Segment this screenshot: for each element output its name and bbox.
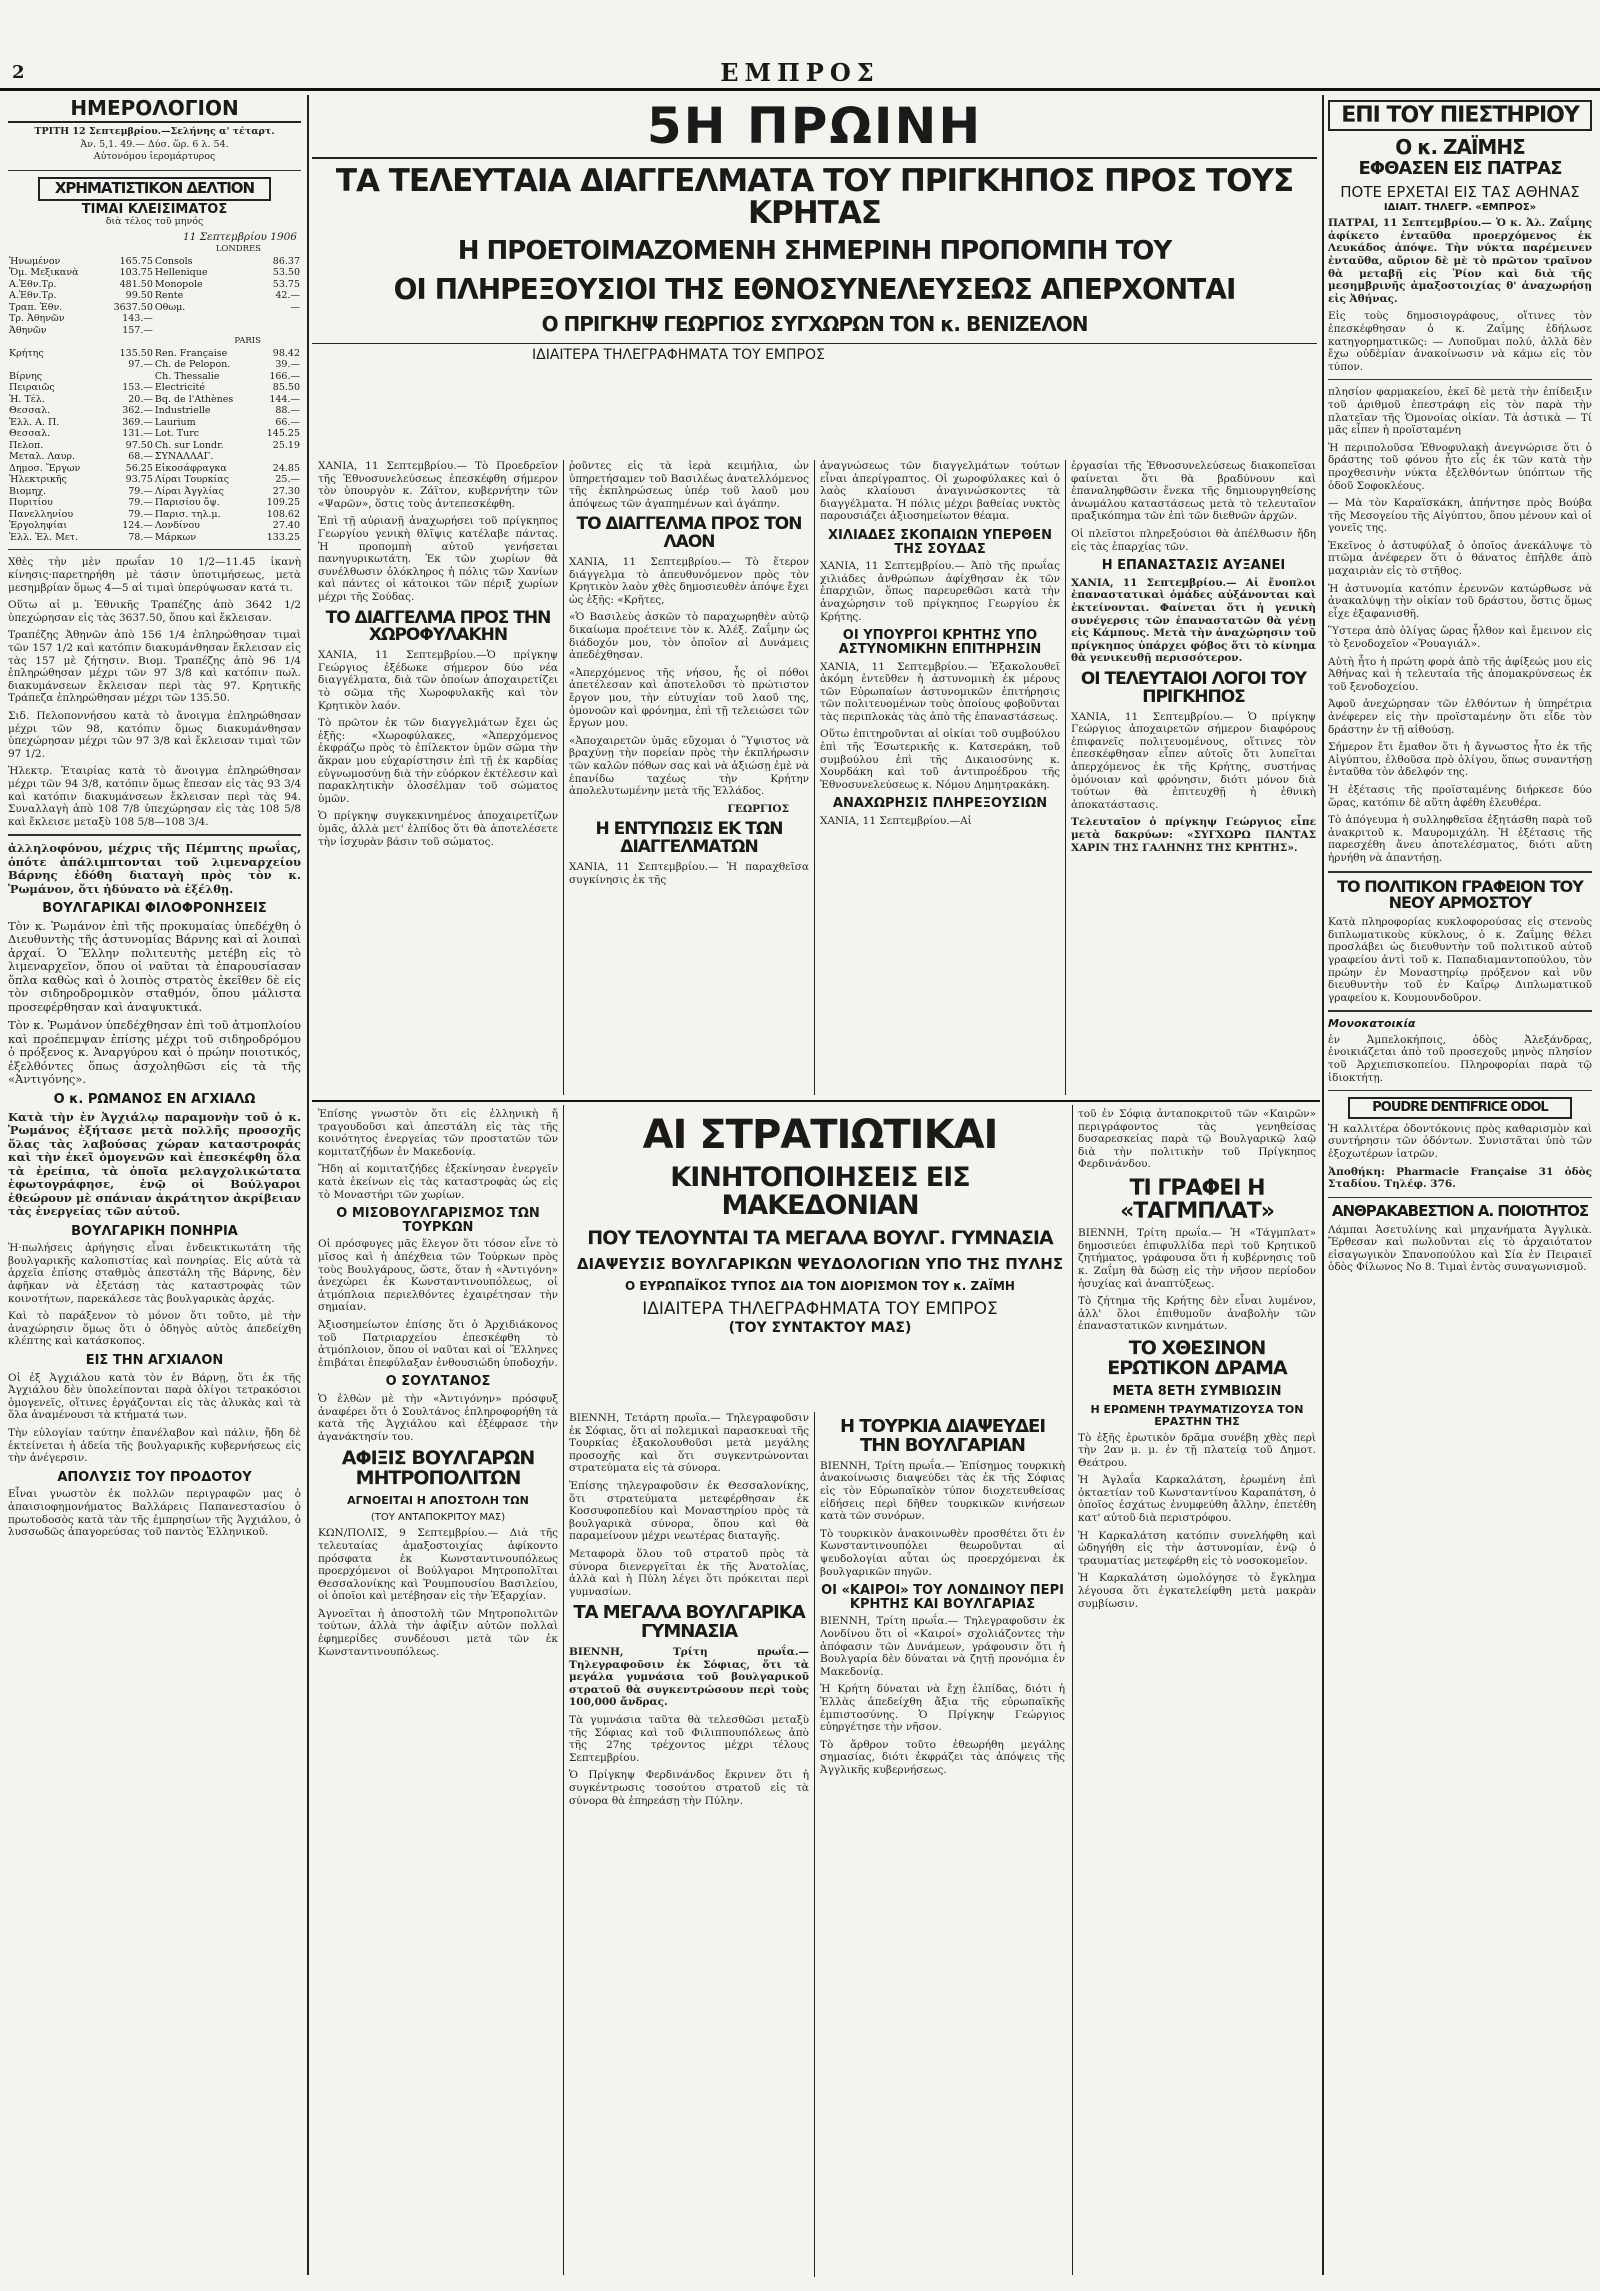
top-article-col-1 bbox=[318, 460, 558, 1095]
section-subheading: ΑΓΝΟΕΙΤΑΙ Η ΑΠΟΣΤΟΛΗ ΤΩΝ bbox=[347, 1494, 529, 1508]
article-paragraph: Ἐπίσης γνωστὸν ὅτι εἰς ἑλληνικὴ ἤ τραγουδοῦσι καὶ ἀπεστάλη εἰς τὰς τῆς κοινότητος ἐνεργείας τῶν προστατῶν τῶν κομιτατζήδων ἐν Μακεδονίᾳ. bbox=[318, 1108, 558, 1158]
telegram-heading: ΙΔΙΑΙΤΕΡΑ ΤΗΛΕΓΡΑΦΗΜΑΤΑ ΤΟΥ ΕΜΠΡΟΣ bbox=[642, 1298, 998, 1319]
article-paragraph: Ἡ Καρκαλάτση ὡμολόγησε τὸ ἔγκλημα λέγουσα ὅτι ἐγκατελείφθη μετὰ μακρὰν συμβίωσιν. bbox=[1078, 1572, 1316, 1610]
quote-value: 85.50 bbox=[272, 382, 300, 394]
column-divider bbox=[563, 460, 564, 1095]
quote-name: Μάρκων bbox=[154, 531, 197, 543]
quote-value: 79.— bbox=[128, 508, 153, 520]
byline: (ΤΟΥ ΑΝΤΑΠΟΚΡΙΤΟΥ ΜΑΣ) bbox=[370, 1511, 506, 1523]
quote-row bbox=[8, 359, 301, 371]
quote-value bbox=[101, 371, 154, 383]
quote-value: 66.— bbox=[275, 416, 300, 428]
quote-name: ΣΥΝΑΛΛΑΓ. bbox=[154, 451, 214, 463]
column-divider bbox=[1322, 95, 1324, 2275]
section-heading: ΤΟ ΧΘΕΣΙΝΟΝ ΕΡΩΤΙΚΟΝ ΔΡΑΜΑ bbox=[1107, 1336, 1287, 1379]
signature: ΓΕΩΡΓΙΟΣ bbox=[727, 802, 789, 815]
quotes-table bbox=[8, 256, 301, 544]
article-paragraph: «Ἀπερχόμενος τῆς νήσου, ἧς οἱ πόθοι ἀπετέλεσαν καὶ ἀποτελοῦσι τὸ πρώτιστον ἔργον μου, τὴν εὐτυχίαν τοῦ λαοῦ της, ὁμονοῶν καὶ φρόνημα, ἐπὶ τῇ τελειώσει τῶν ἔργων μου. bbox=[569, 666, 809, 730]
byline: (ΤΟΥ ΣΥΝΤΑΚΤΟΥ ΜΑΣ) bbox=[728, 1319, 912, 1336]
quote-value: 108.62 bbox=[266, 508, 300, 520]
section-subheading: ΜΕΤΑ 8ΕΤΗ ΣΥΜΒΙΩΣΙΝ bbox=[1112, 1383, 1282, 1399]
quote-name: Ἐργοληψίαι bbox=[9, 520, 68, 532]
quote-row bbox=[8, 313, 301, 325]
quote-name: Οθωμ. bbox=[154, 301, 186, 313]
quote-value bbox=[256, 313, 301, 325]
quote-value: 131.— bbox=[122, 428, 153, 440]
quote-value: 93.75 bbox=[125, 474, 153, 486]
main-headline: ΤΑ ΤΕΛΕΥΤΑΙΑ ΔΙΑΓΓΕΛΜΑΤΑ ΤΟΥ ΠΡΙΓΚΗΠΟΣ ΠΡΟΣ ΤΟΥΣ ΚΡΗΤΑΣ bbox=[335, 162, 1294, 232]
quote-row bbox=[8, 486, 301, 498]
market-paragraph: Τραπέζης Ἀθηνῶν ἀπὸ 156 1/4 ἐπληρώθησαν τιμαὶ τῶν 157 1/2 καὶ κατόπιν διακυμάνθησαν ἔκλεισαν εἰς τὰς 157 μὲ ζήτησιν. Βιομ. Τραπέζης ἀπὸ 96 1/4 ἐπληρώθησαν μέχρι τῶν 97 3/8 καὶ κατόπιν πωλ. διακυμάνσεων ἔκλεισαν περὶ τὰς 97. Κρητικῆς Τράπεζα ἐπληρώθησαν μέχρι τῶν 135.50. bbox=[8, 629, 301, 705]
quote-name: Θεσσαλ. bbox=[9, 428, 51, 440]
quote-value: 3637.50 bbox=[113, 301, 153, 313]
quote-value: 99.50 bbox=[125, 290, 153, 302]
article-paragraph: ΧΑΝΙΑ, 11 Σεπτεμβρίου.— Τὸ ἕτερον διάγγελμα τὸ ἀπευθυνόμενον πρὸς τὸν Κρητικὸν λαὸν χθὲς δημοσιευθὲν ἀπόψε ἔχει ὡς ἑξῆς: «Κρῆτες, bbox=[569, 556, 809, 606]
column-divider bbox=[307, 95, 309, 2275]
quote-value: 98.42 bbox=[272, 347, 300, 359]
macedonia-banner bbox=[569, 1108, 1071, 1408]
section-heading: ΤΟ ΠΟΛΙΤΙΚΟΝ ΓΡΑΦΕΙΟΝ ΤΟΥ ΝΕΟΥ ΑΡΜΟΣΤΟΥ bbox=[1337, 876, 1583, 913]
quote-value: 135.50 bbox=[119, 347, 153, 359]
article-paragraph: ΒΙΕΝΝΗ, Τρίτη πρωΐα.— Ἡ «Τάγμπλατ» δημοσιεύει ἐπιφυλλίδα περὶ τοῦ Κρητικοῦ ζητήματος, γράφουσα ὅτι ἡ κυβέρνησις τοῦ κ. Ζαΐμη θὰ δώσῃ εἰς τὴν νῆσον περίοδον ἡσυχίας καὶ ἀναπτύξεως. bbox=[1078, 1227, 1316, 1290]
quote-name: Industrielle bbox=[154, 405, 211, 417]
market-paragraph: Οὕτω αἱ μ. Ἐθνικῆς Τραπέζης ἀπὸ 3642 1/2 ὑπεχώρησαν εἰς τὰς 3637.50, ὅπου καὶ ἔκλεισαν. bbox=[8, 599, 301, 624]
quote-value bbox=[256, 325, 301, 337]
section-heading: ΑΠΟΛΥΣΙΣ ΤΟΥ ΠΡΟΔΟΤΟΥ bbox=[57, 1469, 252, 1485]
article-paragraph: ἀλληλοφόνου, μέχρις τῆς Πέμπτης πρωΐας, ὁπότε ἀπάλιμπτονται τοῦ λιμεναρχείου Βάρνης ἐδόθη διαταγὴ πρὸς τὸν κ. Ῥωμάνον, ὅτι ἠδύνατο νὰ ἐξέλθῃ. bbox=[8, 841, 301, 896]
article-paragraph: Τὸ ἀπόγευμα ἡ συλληφθεῖσα ἐξητάσθη παρὰ τοῦ ἀνακριτοῦ κ. Μαυρομιχάλη. Ἡ ἐξέτασις τῆς παρεσχέθη ἄνευ ἀποτελέσματος, διότι αὕτη ἠρνήθη νὰ ἀπαντήσῃ. bbox=[1328, 814, 1592, 864]
article-paragraph: Ὁ πρίγκηψ συγκεκινημένος ἀποχαιρετίζων ὑμᾶς, ἀλλὰ μετ' ἐλπίδος ὅτι θὰ ἀποτελέσετε τὴν ἰσχυρὰν βάσιν τοῦ σώματος. bbox=[318, 810, 558, 848]
article-paragraph: Ἡ ἀστυνομία κατόπιν ἐρευνῶν κατώρθωσε νὰ ἀνακαλύψῃ τὴν οἰκίαν τοῦ δράστου, ὅστις ὅμως εἶχε ἐξαφανισθῆ. bbox=[1328, 582, 1592, 620]
article-paragraph: ἀναγνώσεως τῶν διαγγελμάτων τούτων εἶναι ἀπερίγραπτος. Οἱ χωροφύλακες καὶ ὁ λαὸς κλαίουσι ἀναγινώσκοντες τὰ διαγγέλματα. Ἡ πόλις μέχρι βαθείας νυκτὸς παρουσιάζει ἀξιοσημείωτον θέαμα. bbox=[820, 460, 1060, 523]
paris-row bbox=[8, 336, 301, 348]
quote-row bbox=[8, 256, 301, 268]
quote-value: 27.30 bbox=[272, 485, 300, 497]
section-heading: ΟΙ «ΚΑΙΡΟΙ» ΤΟΥ ΛΟΝΔΙΝΟΥ ΠΕΡΙ ΚΡΗΤΗΣ ΚΑΙ ΒΟΥΛΓΑΡΙΑΣ bbox=[821, 1583, 1064, 1612]
big-headline-second: ΚΙΝΗΤΟΠΟΙΗΣΕΙΣ ΕΙΣ ΜΑΚΕΔΟΝΙΑΝ bbox=[670, 1162, 970, 1222]
article-paragraph: Τὸ τουρκικὸν ἀνακοινωθὲν προσθέτει ὅτι ἐν Κωνσταντινουπόλει θεωροῦνται αἱ ψευδολογίαι αὗται ὡς προερχόμεναι ἐκ βουλγαρικῶν πηγῶν. bbox=[820, 1527, 1065, 1578]
article-paragraph: Ἡ·πωλήσεις ἀρήγησις εἶναι ἐνδεικτικωτάτη τῆς βουλγαρικῆς καλοπιστίας καὶ πονηρίας. Εἰς αὐτὰ τὰ ἀρχεῖα ἐπίσης σταθμὸς ἀπεστάλη τῆς Βάρνης, δὲν ἀφῆκαν νὰ ἐξετάσῃ τὰς καταστροφὰς τῶν κοινοτήτων, παρεκάλεσε τὰς βουλγαρικὰς ἀρχάς. bbox=[8, 1242, 301, 1305]
article-paragraph: ΧΑΝΙΑ, 11 Σεπτεμβρίου.— Ἐξακολουθεῖ ἀκόμη ἐντεῦθεν ἡ ἀστυνομικὴ ἐκ μέρους τῶν Εὐρωπαίων ἀστυνομικῶν ἐπιτήρησις τῶν πολιτευομένων τοὺς ὁποίους φοβοῦνται τὰς περιπλοκὰς τὰς ἀπὸ τῆς ἐπαναστάσεως. bbox=[820, 660, 1060, 723]
quote-row bbox=[8, 509, 301, 521]
quote-value: 153.— bbox=[122, 382, 153, 394]
quote-name: Ἑλλ. Ἑλ. Μετ. bbox=[9, 531, 79, 543]
big-headline-third: ΠΟΥ ΤΕΛΟΥΝΤΑΙ ΤΑ ΜΕΓΑΛΑ ΒΟΥΛΓ. ΓΥΜΝΑΣΙΑ bbox=[587, 1226, 1053, 1249]
section-heading: ΤΟ ΔΙΑΓΓΕΛΜΑ ΠΡΟΣ ΤΟΝ ΛΑΟΝ bbox=[576, 514, 802, 553]
quote-value bbox=[256, 451, 301, 463]
article-paragraph: ΒΙΕΝΝΗ, Τρίτη πρωΐα.— Τηλεγραφοῦσιν ἐκ Σόφιας, ὅτι τὰ μεγάλα γυμνάσια τοῦ βουλγαρικοῦ στρατοῦ θὰ συγκεντρώσουν περὶ τοὺς 100,000 ἄνδρας. bbox=[569, 1646, 809, 1709]
divider bbox=[1328, 871, 1592, 873]
quote-value: 42.— bbox=[275, 290, 300, 302]
headline-third: ΟΙ ΠΛΗΡΕΞΟΥΣΙΟΙ ΤΗΣ ΕΘΝΟΣΥΝΕΛΕΥΣΕΩΣ ΑΠΕΡΧΟΝΤΑΙ bbox=[393, 272, 1236, 306]
quote-value: 481.50 bbox=[119, 278, 153, 290]
top-article-col-3 bbox=[820, 460, 1060, 1095]
section-heading: Η ΤΟΥΡΚΙΑ ΔΙΑΨΕΥΔΕΙ ΤΗΝ ΒΟΥΛΓΑΡΙΑΝ bbox=[839, 1416, 1046, 1456]
quote-value: 97.50 bbox=[125, 439, 153, 451]
market-paragraph: Σιδ. Πελοποννήσου κατὰ τὸ ἄνοιγμα ἐπληρώθησαν μέχρι τῶν 98, κατόπιν ὅμως διακυμάνθησαν ὑπεχώρησαν μέχρι τῶν 97 3/8 καὶ ἔκλεισαν τιμαὶ τῶν 97 1/2. bbox=[8, 709, 301, 760]
quote-row bbox=[8, 417, 301, 429]
quote-value: 25.19 bbox=[272, 439, 300, 451]
ad-text: Ἀποθήκη: Pharmacie Française 31 ὁδὸς Σταδίου. Τηλέφ. 376. bbox=[1328, 1165, 1592, 1191]
article-paragraph: Ἀγνοεῖται ἡ ἀποστολὴ τῶν Μητροπολιτῶν τούτων, ἀλλὰ τὴν ἀφίξιν αὐτῶν πολλαὶ ἐφημερίδες συνδέουσι μετὰ τῶν ἐκ Κωνσταντινουπόλεως. bbox=[318, 1607, 558, 1658]
ad-title: ΑΝΘΡΑΚΑΒΕΣΤΙΟΝ Α. ΠΟΙΟΤΗΤΟΣ bbox=[1331, 1201, 1589, 1220]
ad-title: POUDRE DENTIFRICE ODOL bbox=[1348, 1097, 1572, 1119]
article-paragraph: ΒΙΕΝΝΗ, Τρίτη πρωΐα.— Ἐπίσημος τουρκικὴ ἀνακοίνωσις διαψεύδει τὰς ἐκ τῆς Σόφιας εἰς τὸν Εὐρωπαϊκὸν τύπον διοχετευθείσας εἰδήσεις περὶ δῆθεν τουρκικῶν κινήσεων κατὰ τῶν συνόρων. bbox=[820, 1459, 1065, 1523]
arrival-heading: ΕΦΘΑΣΕΝ ΕΙΣ ΠΑΤΡΑΣ bbox=[1358, 158, 1562, 180]
quote-name: Hellenique bbox=[154, 267, 208, 279]
calendar-title: ΗΜΕΡΟΛΟΓΙΟΝ bbox=[8, 98, 301, 123]
masthead: ΕΜΠΡΟΣ bbox=[720, 58, 880, 87]
article-paragraph: Ἡ ἐξέτασις τῆς προϊσταμένης διήρκεσε δύο ὥρας, κατόπιν δὲ αὕτη ἀφέθη ἐλευθέρα. bbox=[1328, 783, 1592, 809]
top-article-col-4 bbox=[1071, 460, 1316, 1095]
article-paragraph: τοῦ ἐν Σόφιᾳ ἀνταποκριτοῦ τῶν «Καιρῶν» περιγράφοντος τὰς γενηθείσας δυσαρεσκείας παρὰ τῷ Βουλγαρικῷ λαῷ διὰ τὴν πολιτικὴν τοῦ Πρίγκηπος Φερδινάνδου. bbox=[1078, 1108, 1316, 1171]
article-paragraph: Τὸ ἐξῆς ἐρωτικὸν δρᾶμα συνέβη χθὲς περὶ τὴν 2αν μ. μ. ἐν τῇ πλατείᾳ τοῦ Δημοτ. Θεάτρου. bbox=[1078, 1431, 1316, 1469]
section-heading: Η ΕΠΑΝΑΣΤΑΣΙΣ ΑΥΞΑΝΕΙ bbox=[1101, 558, 1286, 574]
quote-name: Πειραιῶς bbox=[9, 382, 55, 394]
right-column bbox=[1328, 96, 1592, 2281]
quote-name: Electricité bbox=[154, 382, 205, 394]
quote-name: Βιομηχ. bbox=[9, 485, 47, 497]
quote-name: Rente bbox=[154, 290, 184, 302]
article-paragraph: ΒΙΕΝΝΗ, Τρίτη πρωΐα.— Τηλεγραφοῦσιν ἐκ Λονδίνου ὅτι οἱ «Καιροί» σχολιάζοντες τὴν ἀπόφασιν τῶν Δυνάμεων, γράφουσιν ὅτι ἡ Βουλγαρία δὲν δύναται νὰ ζητῇ προνόμια ἐν Μακεδονίᾳ. bbox=[820, 1615, 1065, 1678]
divider bbox=[8, 834, 301, 836]
article-paragraph: ΧΑΝΙΑ, 11 Σεπτεμβρίου.—Ὁ πρίγκηψ Γεώργιος ἐξέδωκε σήμερον δύο νέα διαγγέλματα, διὰ τῶν ὁποίων ἀποχαιρετίζει τὸ σῶμα τῆς Χωροφυλακῆς καὶ τὸν Κρητικὸν λαόν. bbox=[318, 649, 558, 712]
market-paragraph: Χθὲς τὴν μὲν πρωΐαν 10 1/2—11.45 ἱκανὴ κίνησις·παρετηρήθη μὲ τάσιν ὑποτιμήσεως, μετὰ μεσημβρίαν ὅμως 4—5 αἱ τιμαὶ ὑπερύψωσαν κατά τι. bbox=[8, 556, 301, 594]
article-paragraph: «Ἀποχαιρετῶν ὑμᾶς εὔχομαι ὁ Ὕψιστος νὰ βραχύνῃ τὴν πορείαν πρὸς τὴν ἐκπλήρωσιν τῶν καλῶν πόθων σας καὶ νὰ ἀξιώσῃ ἐμὲ νὰ ἐπανίδω ταχέως τὴν Κρήτην ἀπολελυτωμένην μετὰ τῆς Ἑλλάδος. bbox=[569, 734, 809, 798]
quote-row bbox=[8, 405, 301, 417]
quote-name: Παρισ. τηλ.μ. bbox=[154, 508, 221, 520]
quote-name: Τρ. Ἀθηνῶν bbox=[9, 313, 65, 325]
bottom-col-2 bbox=[569, 1412, 809, 2278]
article-paragraph: Σήμερον ἔτι ἔμαθον ὅτι ἡ ἄγνωστος ἦτο ἐκ τῆς Αἰγύπτου, ἐλθοῦσα πρὸ ὀλίγου, ὅπως συναντήσῃ ἐνταῦθα τὸν ἀδελφόν της. bbox=[1328, 741, 1592, 779]
section-heading: ΒΟΥΛΓΑΡΙΚΗ ΠΟΝΗΡΙΑ bbox=[71, 1223, 238, 1239]
section-heading: ΑΝΑΧΩΡΗΣΙΣ ΠΛΗΡΕΞΟΥΣΙΩΝ bbox=[832, 796, 1048, 812]
exchange-subtitle: ΤΙΜΑΙ ΚΛΕΙΣΙΜΑΤΟΣ bbox=[81, 201, 228, 217]
divider bbox=[8, 170, 301, 171]
quote-value: 53.75 bbox=[272, 278, 300, 290]
quote-name: Κρήτης bbox=[9, 347, 44, 359]
quote-row bbox=[8, 440, 301, 452]
column-divider bbox=[1065, 460, 1066, 1095]
calendar-date-line: ΤΡΙΤΗ 12 Σεπτεμβρίου.—Σελήνης α' τέταρτ. bbox=[34, 126, 275, 137]
quote-name bbox=[8, 359, 101, 371]
article-paragraph: ῥοῦντες εἰς τὰ ἱερὰ κειμήλια, ὧν ὑπηρετήσαμεν τοῦ Βασιλέως ἀνατελλόμενος τῆς ἐκπληρώσεως ὑπέρ τοῦ λαοῦ μου ἀπόψεως τῶν ἀγαπημένων καὶ ἀγάπην. bbox=[569, 460, 809, 510]
quote-name: Laurium bbox=[154, 416, 196, 428]
section-heading: Ο κ. ΡΩΜΑΝΟΣ ΕΝ ΑΓΧΙΑΛΩ bbox=[53, 1091, 256, 1107]
quote-row bbox=[8, 371, 301, 383]
quote-value: 39.— bbox=[275, 359, 300, 371]
left-column bbox=[8, 96, 301, 2281]
calendar-sun-line: Ἀν. 5,1. 49.— Δύσ. ὥρ. 6 λ. 54. bbox=[80, 138, 229, 150]
quote-name: Α.Ἐθν.Τρ. bbox=[9, 290, 57, 302]
quote-value: 145.25 bbox=[266, 428, 300, 440]
article-paragraph: ΧΑΝΙΑ, 11 Σεπτεμβρίου.—Αἱ bbox=[820, 815, 972, 828]
quote-value: 157.— bbox=[122, 324, 153, 336]
quote-name: Monopole bbox=[154, 278, 203, 290]
section-subheading: Η ΕΡΩΜΕΝΗ ΤΡΑΥΜΑΤΙΖΟΥΣΑ ΤΟΝ ΕΡΑΣΤΗΝ ΤΗΣ bbox=[1090, 1403, 1304, 1428]
quote-name bbox=[154, 313, 256, 325]
quote-row bbox=[8, 532, 301, 544]
quote-value: 68.— bbox=[128, 451, 153, 463]
article-paragraph: «Ὁ Βασιλεὺς ἀσκῶν τὸ παραχωρηθὲν αὐτῷ δικαίωμα προέτεινε τὸν κ. Ἀλέξ. Ζαΐμην ὡς διάδοχόν μου, τὸν ὁποῖον αἱ Δυνάμεις ἀπεδέχθησαν. bbox=[569, 611, 809, 662]
ad-text: ἐν Ἀμπελοκήποις, ὁδὸς Ἀλεξάνδρας, ἐνοικιάζεται ἀπὸ τοῦ προσεχοῦς μηνὸς πλησίον τοῦ Ἀρχιεπισκοπείου. Πληροφορίαι παρὰ τῷ ἰδιοκτήτῃ. bbox=[1328, 1033, 1592, 1084]
quote-name: Ch. sur Londr. bbox=[154, 439, 224, 451]
quote-row bbox=[8, 382, 301, 394]
article-paragraph: Κατὰ πληροφορίας κυκλοφορούσας εἰς στενοὺς διπλωματικοὺς κύκλους, ὁ κ. Ζαΐμης θέλει προσλάβει ὡς διευθυντὴν τοῦ πολιτικοῦ αὐτοῦ γραφείου ἀντὶ τοῦ κ. Παπαδιαμαντοπούλου, τὸν πρώην ἐν Μοναστηρίῳ πρόξενον καὶ νῦν διευθυντὴν τοῦ ἐν Καΐρῳ Διπλωματικοῦ γραφείου κ. Κουμουνδοῦρον. bbox=[1328, 916, 1592, 1004]
section-heading: ΕΙΣ ΤΗΝ ΑΓΧΙΑΛΟΝ bbox=[85, 1353, 224, 1368]
quote-value: 24.85 bbox=[272, 462, 300, 474]
article-paragraph: Ἀξιοσημείωτον ἐπίσης ὅτι ὁ Ἀρχιδιάκονος τοῦ Πατριαρχείου ἐπεσκέφθη τὸ ἀτμόπλοιον, ὅπου οἱ ναῦται καὶ οἱ Ἕλληνες ἐπιβάται ἐπεφύλαξαν ἐνθουσιώδη ὑποδοχήν. bbox=[318, 1319, 558, 1369]
quote-value: 53.50 bbox=[272, 267, 300, 279]
top-rule bbox=[0, 88, 1600, 91]
quote-row bbox=[8, 428, 301, 440]
ad-text: Λάμπαι Ἀσετυλίνης καὶ μηχανήματα Ἀγγλικὰ. Ἔρθεσαν καὶ πωλοῦνται εἰς τὸ ἀρχαιότατον εἰσαγωγικὸν Σπανοπούλου καὶ Σία ἐν Πειραιεῖ ὁδὸς Φίλωνος Νο 8. Τιμαὶ ἐντὸς συναγωνισμοῦ. bbox=[1328, 1223, 1592, 1274]
quote-value: 97.— bbox=[128, 359, 153, 371]
quote-name: Ἡ. Τέλ. bbox=[9, 393, 45, 405]
paris-label: PARIS bbox=[234, 336, 261, 347]
exchange-date: 11 Σεπτεμβρίου 1906 bbox=[182, 230, 297, 243]
quote-name: Ἠλεκτρικῆς bbox=[9, 474, 67, 486]
article-paragraph: ΧΑΝΙΑ, 11 Σεπτεμβρίου.— Αἱ ἔνοπλοι ἐπαναστατικαὶ ὁμάδες αὐξάνονται καὶ ἐκτείνονται. Φαίνεται ὅτι ἡ γενικὴ συνέγερσις τῶν ἐπαναστατῶν θὰ γένῃ εἰς Κάμπους. Μετὰ τὴν ἀναχώρησιν τοῦ πρίγκηπος ὑπάρχει φόβος ὅτι τὸ κίνημα θὰ γενικευθῇ περισσότερον. bbox=[1071, 576, 1316, 665]
quote-value: 56.25 bbox=[125, 462, 153, 474]
article-paragraph: Οἱ ἐξ Ἀγχιάλου κατὰ τὸν ἐν Βάρνῃ, ὅτι ἐκ τῆς Ἀγχιάλου δὲν ὑπολείπονται παρὰ ὀλίγοι τετρακόσιοι ὁμογενεῖς, οἵτινες ἐργάζονται εἰς τὰς ἁλυκὰς καὶ τὰ ὅλα ἀναμένουσι τὰ κτήματά των. bbox=[8, 1371, 301, 1422]
article-paragraph: ἐργασίαι τῆς Ἐθνοσυνελεύσεως διακοπεῖσαι φαίνεται ὅτι θὰ βραδύνουν καὶ ἐπαναληφθῶσιν ἕνεκα τῆς δημιουργηθείσης ἀνωμάλου καταστάσεως μετὰ τὸ τελευταῖον πραξικόπημα τῶν ἐπὶ τῶν διεθνῶν ἀρχῶν. bbox=[1071, 460, 1316, 523]
ad-title: Μονοκατοικία bbox=[1328, 1017, 1416, 1031]
article-paragraph: Τὸ ἄρθρον τοῦτο ἐθεωρήθη μεγάλης σημασίας, διότι ἐκφράζει τὰς ἀπόψεις τῆς Ἀγγλικῆς κυβερνήσεως. bbox=[820, 1738, 1065, 1776]
article-paragraph: — Μὰ τὸν Καραϊσκάκη, ἀπήντησε πρὸς Βούβα τῆς Μεσογείου τῆς Αἰγύπτου, ὅπου μένουν καὶ οἱ γονεῖς της. bbox=[1328, 497, 1592, 535]
article-paragraph: Αὐτὴ ἦτο ἡ πρώτη φορὰ ἀπὸ τῆς ἀφίξεώς μου εἰς Ἀθήνας καὶ ἡ τελευταία τῆς ἀπομακρύνσεως ἐκ τοῦ ξενοδοχείου. bbox=[1328, 655, 1592, 693]
quote-row bbox=[8, 302, 301, 314]
quote-row bbox=[8, 279, 301, 291]
quote-value: 109.25 bbox=[266, 497, 300, 509]
article-paragraph: ΚΩΝ/ΠΟΛΙΣ, 9 Σεπτεμβρίου.— Διὰ τῆς τελευταίας ἀμαξοστοιχίας ἀφίκοντο πρόσφατα ἐκ Κωνσταντινουπόλεως προερχόμενοι οἱ Βούλγαροι Μητροπολῖται Θεσσαλονίκης καὶ Ῥουμπουσίου Βασιλείου, οἱ ὁποῖοι καὶ μετέβησαν εἰς τὴν Ἐξαρχίαν. bbox=[318, 1527, 558, 1603]
quote-row bbox=[8, 463, 301, 475]
quote-name: Θεσσαλ. bbox=[9, 405, 51, 417]
quote-name: Consols bbox=[154, 255, 193, 267]
quote-value: 27.40 bbox=[272, 520, 300, 532]
zaimis-heading: Ο κ. ΖΑΪΜΗΣ bbox=[1395, 135, 1525, 160]
article-paragraph: Εἶναι γνωστὸν ἐκ πολλῶν περιγραφῶν μας ὁ ἀπαισιοφημονήματος Βαλλάρεις Παπανεστασίου ὁ πρωτοδοσὸς κατὰ τὰν τῆς ἐμπρησίων τῆς Ἀγχιάλου, ὁ λυσσωδῶς ἀπαγορεύσας τοῦ παντὸς Ἑλληνικοῦ. bbox=[8, 1488, 301, 1539]
quote-name: Μεταλ. Λαυρ. bbox=[9, 451, 76, 463]
quote-value: 103.75 bbox=[119, 267, 153, 279]
article-paragraph: Οὕτω ἐπιτηροῦνται αἱ οἰκίαι τοῦ συμβούλου ἐπὶ τῆς Ἐσωτερικῆς κ. Κατσεράκη, τοῦ συμβούλου ἐπὶ τῆς Δικαιοσύνης κ. Χουρδάκη καὶ τοῦ ἀντιπροέδρου τῆς Ἐθνοσυνελεύσεως κ. Νόμου Δημητρακάκη. bbox=[820, 728, 1060, 791]
quote-name: Bq. de l'Athènes bbox=[154, 393, 234, 405]
article-paragraph: ΧΑΝΙΑ, 11 Σεπτεμβρίου.— Ἡ παραχθεῖσα συγκίνησις ἐκ τῆς bbox=[569, 861, 809, 886]
quote-name: Ἑλλ. Α. Π. bbox=[9, 416, 60, 428]
quote-row bbox=[8, 267, 301, 279]
quote-value: — bbox=[290, 301, 300, 313]
quote-row bbox=[8, 474, 301, 486]
divider bbox=[1328, 1010, 1592, 1012]
quote-value: 88.— bbox=[275, 405, 300, 417]
section-heading: ΤΙ ΓΡΑΦΕΙ Η «ΤΑΓΜΠΛΑΤ» bbox=[1120, 1175, 1274, 1225]
article-paragraph: Ὁ Πρίγκηψ Φερδινάνδος ἔκρινεν ὅτι ἡ συγκέντρωσις τοσούτου στρατοῦ εἰς τὰ σύνορα θὰ ἐπηρεάσῃ τὴν Πύλην. bbox=[569, 1769, 809, 1807]
quote-name: Τραπ. Ἐθν. bbox=[9, 301, 63, 313]
article-paragraph: Τὸ ζήτημα τῆς Κρήτης δὲν εἶναι λυμένον, ἀλλ' ὅλοι ἐπιθυμοῦν ἀναβολὴν τῶν ἐπαναστατικῶν κινημάτων. bbox=[1078, 1295, 1316, 1333]
article-paragraph: Οἱ πρόσφυγες μᾶς ἔλεγον ὅτι τόσον εἶνε τὸ μῖσος καὶ ἡ ἀπέχθεια τῶν Τούρκων πρὸς τοὺς Βουλγάρους, ὥστε, ὅταν ἡ «Ἀντιγόνη» ἀνεχώρει ἐκ Κωνσταντινουπόλεως, οἱ ἀτμόπλοια περιελθόντες ἐχαιρέτησαν τὴν σημαίαν. bbox=[318, 1238, 558, 1314]
quote-value: 165.75 bbox=[119, 255, 153, 267]
london-label: LONDRES bbox=[215, 244, 261, 255]
divider bbox=[8, 549, 301, 550]
quote-name: Ἡνωμένον bbox=[9, 255, 61, 267]
telegram-heading: ΙΔΙΑΙΤ. ΤΗΛΕΓΡ. «ΕΜΠΡΟΣ» bbox=[1383, 201, 1537, 213]
quote-name bbox=[154, 325, 256, 337]
section-heading: ΟΙ ΥΠΟΥΡΓΟΙ ΚΡΗΤΗΣ ΥΠΟ ΑΣΤΥΝΟΜΙΚΗΝ ΕΠΙΤΗΡΗΣΙΝ bbox=[838, 628, 1042, 657]
article-paragraph: Ὁ ἐλθὼν μὲ τὴν «Ἀντιγόνην» πρόσφυξ ἀναφέρει ὅτι ὁ Σουλτάνος ἐπληροφορήθη τὰ κατὰ τῆς Ἀγχιάλου καὶ ἐξέφρασε τὴν ἀγανάκτησίν του. bbox=[318, 1393, 558, 1443]
column-divider bbox=[814, 460, 815, 1095]
article-paragraph: ΧΑΝΙΑ, 11 Σεπτεμβρίου.— Ὁ πρίγκηψ Γεώργιος ἀποχαιρετῶν σήμερον διαφόρους ἐπιφανεῖς πολιτευομένους, οἵτινες τὸν ἐπεσκέφθησαν εἶπεν αὐτοῖς ὅτι λυπεῖται ἀπερχόμενος ἐκ τῆς Κρήτης, συστήνας ὁμόνοιαν καὶ φρόνησιν, διότι μόνον διὰ τούτων θὰ ἐπιτευχθῇ ἡ ἐθνικὴ ἀποκατάστασις. bbox=[1071, 710, 1316, 811]
quote-row bbox=[8, 394, 301, 406]
article-paragraph: ΧΑΝΙΑ, 11 Σεπτεμβρίου.— Τὸ Προεδρεῖον τῆς Ἐθνοσυνελεύσεως ἐπεσκέφθη σήμερον τὸν ὑπουργὸν κ. Ζάϊτον, κυβερνήτην τῶν «Ψαρῶν», ὅστις τοὺς ἀντεπεσκέφθη. bbox=[318, 460, 558, 510]
quote-value: 143.— bbox=[122, 313, 153, 325]
ad-text: Ἡ καλλιτέρα ὀδοντόκονις πρὸς καθαρισμὸν καὶ συντήρησιν τῶν ὀδόντων. Συνιστᾶται ὑπὸ τῶν ἐξοχωτέρων ἰατρῶν. bbox=[1328, 1122, 1592, 1161]
when-heading: ΠΟΤΕ ΕΡΧΕΤΑΙ ΕΙΣ ΤΑΣ ΑΘΗΝΑΣ bbox=[1340, 182, 1580, 201]
quote-row bbox=[8, 290, 301, 302]
article-paragraph: Τὸν κ. Ῥωμάνον ὑπεδέχθησαν ἐπὶ τοῦ ἀτμοπλοίου καὶ προέπεμψαν ἐπίσης μέχρι τοῦ σιδηροδρόμου ὁ πρόξενος κ. Ἀναργύρου καὶ ὁ πρώην ποιοτικός, ἐξελθόντες ὅπως ἀσχοληθῶσι εἰς τὰ τῆς «Ἀντιγόνης». bbox=[8, 1018, 301, 1087]
article-paragraph: Ὕστερα ἀπὸ ὀλίγας ὥρας ἦλθον καὶ ἔμεινον εἰς τὸ ξενοδοχεῖον «Ῥουαγιάλ». bbox=[1328, 625, 1592, 651]
article-paragraph: ΒΙΕΝΝΗ, Τετάρτη πρωΐα.— Τηλεγραφοῦσιν ἐκ Σόφιας, ὅτι αἱ πολεμικαὶ παρασκευαὶ τῆς Τουρκίας ἐξακολουθοῦσι μετὰ μεγάλης προσοχῆς καὶ ὅτι συγκεντρώνονται στρατεύματα εἰς τὰ σύνορα. bbox=[569, 1412, 809, 1475]
headline-fourth: Ο ΠΡΙΓΚΗΨ ΓΕΩΡΓΙΟΣ ΣΥΓΧΩΡΩΝ ΤΟΝ κ. ΒΕΝΙΖΕΛΟΝ bbox=[541, 312, 1088, 337]
section-heading: ΤΑ ΜΕΓΑΛΑ ΒΟΥΛΓΑΡΙΚΑ ΓΥΜΝΑΣΙΑ bbox=[573, 1602, 805, 1643]
big-headline-fourth: ΔΙΑΨΕΥΣΙΣ ΒΟΥΛΓΑΡΙΚΩΝ ΨΕΥΔΟΛΟΓΙΩΝ ΥΠΟ ΤΗΣ ΠΥΛΗΣ bbox=[576, 1254, 1064, 1273]
column-divider bbox=[563, 1105, 564, 2275]
quote-row bbox=[8, 497, 301, 509]
quote-value: 79.— bbox=[128, 497, 153, 509]
quote-name: Λίραι Ἀγγλίας bbox=[154, 485, 224, 497]
quote-name: Lot. Turc bbox=[154, 428, 200, 440]
quote-name: Εἰκοσάφραγκα bbox=[154, 462, 227, 474]
article-paragraph: Μεταφορὰ ὅλου τοῦ στρατοῦ πρὸς τὰ σύνορα διενεργεῖται ἐκ τῆς Ἀνατολίας, ἀλλὰ καὶ ἡ Πύλη λέγει ὅτι πρόκειται περὶ γυμνασίων. bbox=[569, 1547, 809, 1598]
quote-name: Δημοσ. Ἔργων bbox=[9, 462, 81, 474]
quote-row bbox=[8, 325, 301, 337]
quote-name: Ren. Française bbox=[154, 347, 228, 359]
quote-name: Παρισίου ὄψ. bbox=[154, 497, 220, 509]
market-paragraph: Ἠλεκτρ. Ἑταιρίας κατὰ τὸ ἄνοιγμα ἐπληρώθησαν μέχρι τῶν 94 3/8, κατόπιν ὅμως ἔπεσαν εἰς τὰς 93 3/4 καὶ κατόπιν διακυμάνσεων ἔκλεισαν περὶ τὰς 94. Συναλλαγὴ ἀπὸ 108 7/8 ὑπεχώρησαν εἰς τὰς 108 5/8 καὶ ἔκλεισε μεταξὺ 108 5/8—108 3/4. bbox=[8, 765, 301, 828]
quote-name: Λονδίνου bbox=[154, 520, 200, 532]
section-heading: Ο ΣΟΥΛΤΑΝΟΣ bbox=[385, 1374, 491, 1390]
edition-title: 5Η ΠΡΩΙΝΗ bbox=[646, 97, 983, 155]
quote-value: 369.— bbox=[122, 416, 153, 428]
quote-row bbox=[8, 451, 301, 463]
article-paragraph: πλησίον φαρμακείου, ἐκεῖ δὲ μετὰ τὴν ἐπίδειξιν τοῦ ἀριθμοῦ ἐπεστράφη εἰς τὸν παρὰ τὴν πλατεῖαν τῆς Ὁμονοίας οἰκίαν. Τὰ ἀστικὰ — Τί μᾶς εἶπεν ἡ προϊσταμένη bbox=[1328, 386, 1592, 437]
divider bbox=[1328, 1197, 1592, 1198]
quote-value: 20.— bbox=[128, 393, 153, 405]
headline-second: Η ΠΡΟΕΤΟΙΜΑΖΟΜΕΝΗ ΣΗΜΕΡΙΝΗ ΠΡΟΠΟΜΠΗ ΤΟΥ bbox=[457, 235, 1172, 266]
quote-name: Πυριτίου bbox=[9, 497, 53, 509]
article-paragraph: Τὸν κ. Ῥωμάνον ἐπὶ τῆς προκυμαίας ὑπεδέχθη ὁ Διευθυντὴς τῆς ἀστυνομίας Βάρνης καὶ αἱ λοιπαὶ ἀρχαί. Ὁ Ἕλλην πολιτευτὴς μετέβη εἰς τὸ λιμεναρχεῖον, ὅπου οἱ ναῦται τὰ ἐπαρουσίασαν ὅπλα καθὼς καὶ ὁ λοιπὸς στρατὸς ἐκεῖθεν δὲ εἰς τὸν σιδηροδρομικὸν σταθμόν, ὅπου μάλιστα προσεφέρθησαν καὶ ἀναψυκτικά. bbox=[8, 918, 301, 1014]
page-number: 2 bbox=[12, 62, 25, 83]
article-paragraph: Ἐκεῖνος ὁ ἀστυφύλαξ ὁ ὁποῖος ἀνεκάλυψε τὸ πτῶμα ἀνέφερεν ὅτι ὁ θάνατος ἐπῆλθε ἀπὸ μαχαιριὰν εἰς τὸ στῆθος. bbox=[1328, 539, 1592, 578]
quote-value: 79.— bbox=[128, 485, 153, 497]
article-paragraph: Τὴν εὐλογίαν ταύτην ἐπανέλαβον καὶ πάλιν, ἤδη δὲ ἐκτείνεται ἡ ἀδεία τῆς βουλγαρικῆς κυβερνήσεως εἰς τὴν ἀνέγερσιν. bbox=[8, 1427, 301, 1465]
section-heading: Ο ΜΙΣΟΒΟΥΛΓΑΡΙΣΜΟΣ ΤΩΝ ΤΟΥΡΚΩΝ bbox=[336, 1206, 540, 1235]
quote-value: 166.— bbox=[269, 370, 300, 382]
section-heading: ΟΙ ΤΕΛΕΥΤΑΙΟΙ ΛΟΓΟΙ ΤΟΥ ΠΡΙΓΚΗΠΟΣ bbox=[1080, 668, 1307, 707]
column-divider bbox=[1072, 1105, 1073, 2275]
article-paragraph: Εἰς τοὺς δημοσιογράφους, οἵτινες τὸν ἐπεσκέφθησαν ὁ κ. Ζαΐμης ἐδήλωσε κατηγορηματικῶς: — Λυποῦμαι πολύ, ἀλλὰ δὲν ἔχω οὐδὲμίαν ἀνακοίνωσιν νὰ κάμω εἰς τὸν τύπον. bbox=[1328, 310, 1592, 373]
press-heading: ΕΠΙ ΤΟΥ ΠΙΕΣΤΗΡΙΟΥ bbox=[1328, 100, 1592, 131]
article-paragraph: Τὰ γυμνάσια ταῦτα θὰ τελεσθῶσι μεταξὺ τῆς Σόφιας καὶ τοῦ Φιλιππουπόλεως ἀπὸ τῆς 27ης τρέχοντος μέχρι τέλους Σεπτεμβρίου. bbox=[569, 1714, 809, 1764]
article-paragraph: Ἡ Ἀγλαΐα Καρκαλάτση, ἐρωμένη ἐπὶ ὀκταετίαν τοῦ Κωνσταντίνου Καραπάτση, ὁ ὁποῖος ἐσχάτως ἐνυμφεύθη ἄλλην, ἐπετέθη κατ' αὐτοῦ διὰ περιστρόφου. bbox=[1078, 1474, 1316, 1525]
article-paragraph: Ἐπίσης τηλεγραφοῦσιν ἐκ Θεσσαλονίκης, ὅτι στρατεύματα μετεφέρθησαν ἐκ Κοσσυφοπεδίου καὶ Μοναστηρίου πρὸς τὰ βουλγαρικὰ σύνορα, ὅπου καὶ θὰ παραμείνουν μέχρι νεωτέρας διαταγῆς. bbox=[569, 1479, 809, 1543]
column-divider bbox=[814, 1412, 815, 2277]
divider bbox=[1328, 379, 1592, 380]
quote-value: 124.— bbox=[122, 520, 153, 532]
quote-name: Ἀθηνῶν bbox=[9, 324, 47, 336]
bottom-col-4 bbox=[1078, 1108, 1316, 2278]
quote-row bbox=[8, 520, 301, 532]
calendar-saint-line: Αὐτονόμου ἱερομάρτυρος bbox=[93, 151, 216, 163]
exchange-title: ΧΡΗΜΑΤΙΣΤΙΚΟΝ ΔΕΛΤΙΟΝ bbox=[38, 177, 271, 201]
article-paragraph: Ἀφοῦ ἀνεχώρησαν τῶν ἐλθόντων ἡ ὑπηρέτρια ἀνέφερεν εἰς τὴν προϊσταμένην ὅτι εἶδε τὸν δράστην ἐν τῇ αἰθούσῃ. bbox=[1328, 698, 1592, 736]
section-heading: ΒΟΥΛΓΑΡΙΚΑΙ ΦΙΛΟΦΡΟΝΗΣΕΙΣ bbox=[42, 901, 267, 917]
big-headline-fifth: Ο ΕΥΡΩΠΑΪΚΟΣ ΤΥΠΟΣ ΔΙΑ ΤΟΝ ΔΙΟΡΙΣΜΟΝ ΤΟΥ κ. ΖΑΪΜΗ bbox=[625, 1279, 1015, 1294]
divider bbox=[1328, 1090, 1592, 1091]
quote-row bbox=[8, 348, 301, 360]
quote-name: Πελοπ. bbox=[9, 439, 44, 451]
quote-name: Βίρνης bbox=[9, 370, 43, 382]
quote-value: 86.37 bbox=[272, 255, 300, 267]
bottom-col-3 bbox=[820, 1412, 1065, 2278]
article-paragraph: Οἱ πλεῖστοι πληρεξούσιοι θὰ ἀπέλθωσιν ἤδη εἰς τὰς ἐπαρχίας τῶν. bbox=[1071, 527, 1316, 553]
article-paragraph: Καὶ τὸ παράξενον τὸ μόνον ὅτι τοῦτο, μὲ τὴν ἀναχώρησιν ὅμως ὅτι ὁ ὁδηγὸς αὐτὸς ἀπεδείχθη κλέπτης καὶ κατάσκοπος. bbox=[8, 1310, 301, 1348]
divider bbox=[312, 343, 1317, 344]
big-headline: ΑΙ ΣΤΡΑΤΙΩΤΙΚΑΙ bbox=[642, 1112, 998, 1158]
quote-name: Ὅμ. Μεξικανὰ bbox=[9, 267, 79, 279]
quote-value: 78.— bbox=[128, 531, 153, 543]
article-paragraph: Ἡ Καρκαλάτση κατόπιν συνελήφθη καὶ ὡδηγήθη εἰς τὴν ἀστυνομίαν, ἐνῷ ὁ τραυματίας μετεφέρθη εἰς τὸ νοσοκομεῖον. bbox=[1078, 1529, 1316, 1567]
top-article-col-2 bbox=[569, 460, 809, 1095]
article-paragraph: ΠΑΤΡΑΙ, 11 Σεπτεμβρίου.— Ὁ κ. Ἀλ. Ζαΐμης ἀφίκετο ἐνταῦθα προερχόμενος ἐκ Λευκάδος ἀπόψε. Τὴν νύκτα παρέμεινεν ἐνταῦθα, αὔριον δὲ μὲ τὸ πρῶτον τραῖνον θὰ μεταβῇ εἰς Ῥίον καὶ διὰ τῆς μεσημβρινῆς ἀμαξοστοιχίας θ' ἀναχωρήσῃ εἰς Ἀθήνας. bbox=[1328, 217, 1592, 305]
section-heading: ΧΙΛΙΑΔΕΣ ΣΚΟΠΑΙΩΝ ΥΠΕΡΘΕΝ ΤΗΣ ΣΟΥΔΑΣ bbox=[828, 527, 1052, 557]
section-heading: Η ΕΝΤΥΠΩΣΙΣ ΕΚ ΤΩΝ ΔΙΑΓΓΕΛΜΑΤΩΝ bbox=[595, 819, 783, 858]
quote-value: 133.25 bbox=[266, 531, 300, 543]
quote-name: Πανελληνίου bbox=[9, 508, 74, 520]
article-paragraph: Κατὰ τὴν ἐν Ἀγχιάλῳ παραμονὴν τοῦ ὁ κ. Ῥωμάνος ἐξήτασε μετὰ πολλῆς προσοχῆς ὅλας τὰς λαβούσας χώραν καταστροφάς καὶ τὴν ἐκεῖ ὁμογενῶν καὶ ἐπεσκέφθη ὅλα τὰ ἐρείπια, τὰ ὁποῖα μελαγχολικώτατα ἐφωτογράφησε, ἐνῷ οἱ Βούλγαροι ἐθεώρουν μὲ σπάνιαν ἀκράτητον ἀκρίβειαν τὰς ἐνεργείας τῶν αὐτοῦ. bbox=[8, 1109, 301, 1219]
article-paragraph: Ἤδη αἱ κομιτατζήδες ἐξεκίνησαν ἐνεργεῖν κατὰ ἐκείνων εἰς τὰς καταστροφὰς ὡς εἰς τὸ Μοναστήρι τῶν χωρίων. bbox=[318, 1163, 558, 1201]
telegram-heading: ΙΔΙΑΙΤΕΡΑ ΤΗΛΕΓΡΑΦΗΜΑΤΑ ΤΟΥ ΕΜΠΡΟΣ bbox=[532, 347, 825, 364]
quote-value: 362.— bbox=[122, 405, 153, 417]
top-banner bbox=[312, 94, 1317, 454]
article-paragraph: ΧΑΝΙΑ, 11 Σεπτεμβρίου.— Ἀπὸ τῆς πρωΐας χιλιάδες ἀνθρώπων ἀφίχθησαν ἐκ τῶν ἐπαρχιῶν, ὅπως παρευρεθῶσι κατὰ τὴν ἀναχώρησιν τοῦ πρίγκηπος Γεωργίου ἐκ Κρήτης. bbox=[820, 560, 1060, 623]
quote-value: 144.— bbox=[269, 393, 300, 405]
quote-value: 25.— bbox=[275, 474, 300, 486]
bottom-col-1 bbox=[318, 1108, 558, 2278]
divider bbox=[312, 157, 1317, 159]
section-rule bbox=[312, 1100, 1320, 1102]
quote-name: Ch. de Pelopon. bbox=[154, 359, 231, 371]
article-paragraph: Ἡ Κρήτη δύναται νὰ ἔχῃ ἐλπίδας, διότι ἡ Ἑλλὰς ἀπεδείχθη ἄξια τῆς εὐρωπαϊκῆς ἐμπιστοσύνης. Ὁ Πρίγκηψ Γεώργιος εὐηργέτησε τὴν νῆσον. bbox=[820, 1683, 1065, 1734]
quote-name: Α.Ἐθν.Τρ. bbox=[9, 278, 57, 290]
quote-name: Ch. Thessalie bbox=[154, 370, 220, 382]
article-paragraph: Ἐπὶ τῇ αὐριανῇ ἀναχωρήσει τοῦ πρίγκηπος Γεωργίου γενικὴ θλῖψις κατέλαβε πάντας. Ἡ προπομπὴ αὐτοῦ γενήσεται πανηγυρικωτάτη. Ἐκ τῶν χωρίων θὰ συνέλθωσιν ὀλόκληρος ἡ πόλις τῶν Χανίων καὶ πάντες οἱ κάτοικοι τῶν πέριξ χωρίων μέχρι τῆς Σούδας. bbox=[318, 515, 558, 603]
article-paragraph: Ἡ περιπολοῦσα Ἐθνοφυλακὴ ἀνεγνώρισε ὅτι ὁ δράστης τοῦ φόνου ἦτο εἷς ἐκ τῶν κατὰ τὴν προχθεσινὴν νύκτα ἐξελθόντων ὑπόπτων τῆς ὁδοῦ Σοφοκλέους. bbox=[1328, 441, 1592, 492]
exchange-note: διὰ τέλος τοῦ μηνός bbox=[105, 216, 204, 228]
article-paragraph: Τελευταῖον ὁ πρίγκηψ Γεώργιος εἶπε μετὰ δακρύων: «ΣΥΓΧΩΡΩ ΠΑΝΤΑΣ ΧΑΡΙΝ ΤΗΣ ΓΑΛΗΝΗΣ ΤΗΣ ΚΡΗΤΗΣ». bbox=[1071, 816, 1316, 854]
section-heading: ΑΦΙΞΙΣ ΒΟΥΛΓΑΡΩΝ ΜΗΤΡΟΠΟΛΙΤΩΝ bbox=[341, 1447, 535, 1490]
quote-name: Λίραι Τουρκίας bbox=[154, 474, 230, 486]
article-paragraph: Τὸ πρῶτον ἐκ τῶν διαγγελμάτων ἔχει ὡς ἑξῆς: «Χωροφύλακες, «Ἀπερχόμενος ἐκφράζω πρὸς τὸ ἐπίλεκτον ὑμῶν σῶμα τὴν ἄκραν μου εὐχαρίστησιν ἐπὶ τῇ ἐκ καρδίας εὐγνωμοσύνῃ διὰ τὴν εὐόρκον ἐκτέλεσιν καὶ παρακλητικὴν ὁλοσέλμαν τοῦ σώματος ὑμῶν. bbox=[318, 717, 558, 805]
section-heading: ΤΟ ΔΙΑΓΓΕΛΜΑ ΠΡΟΣ ΤΗΝ ΧΩΡΟΦΥΛΑΚΗΝ bbox=[325, 607, 551, 646]
